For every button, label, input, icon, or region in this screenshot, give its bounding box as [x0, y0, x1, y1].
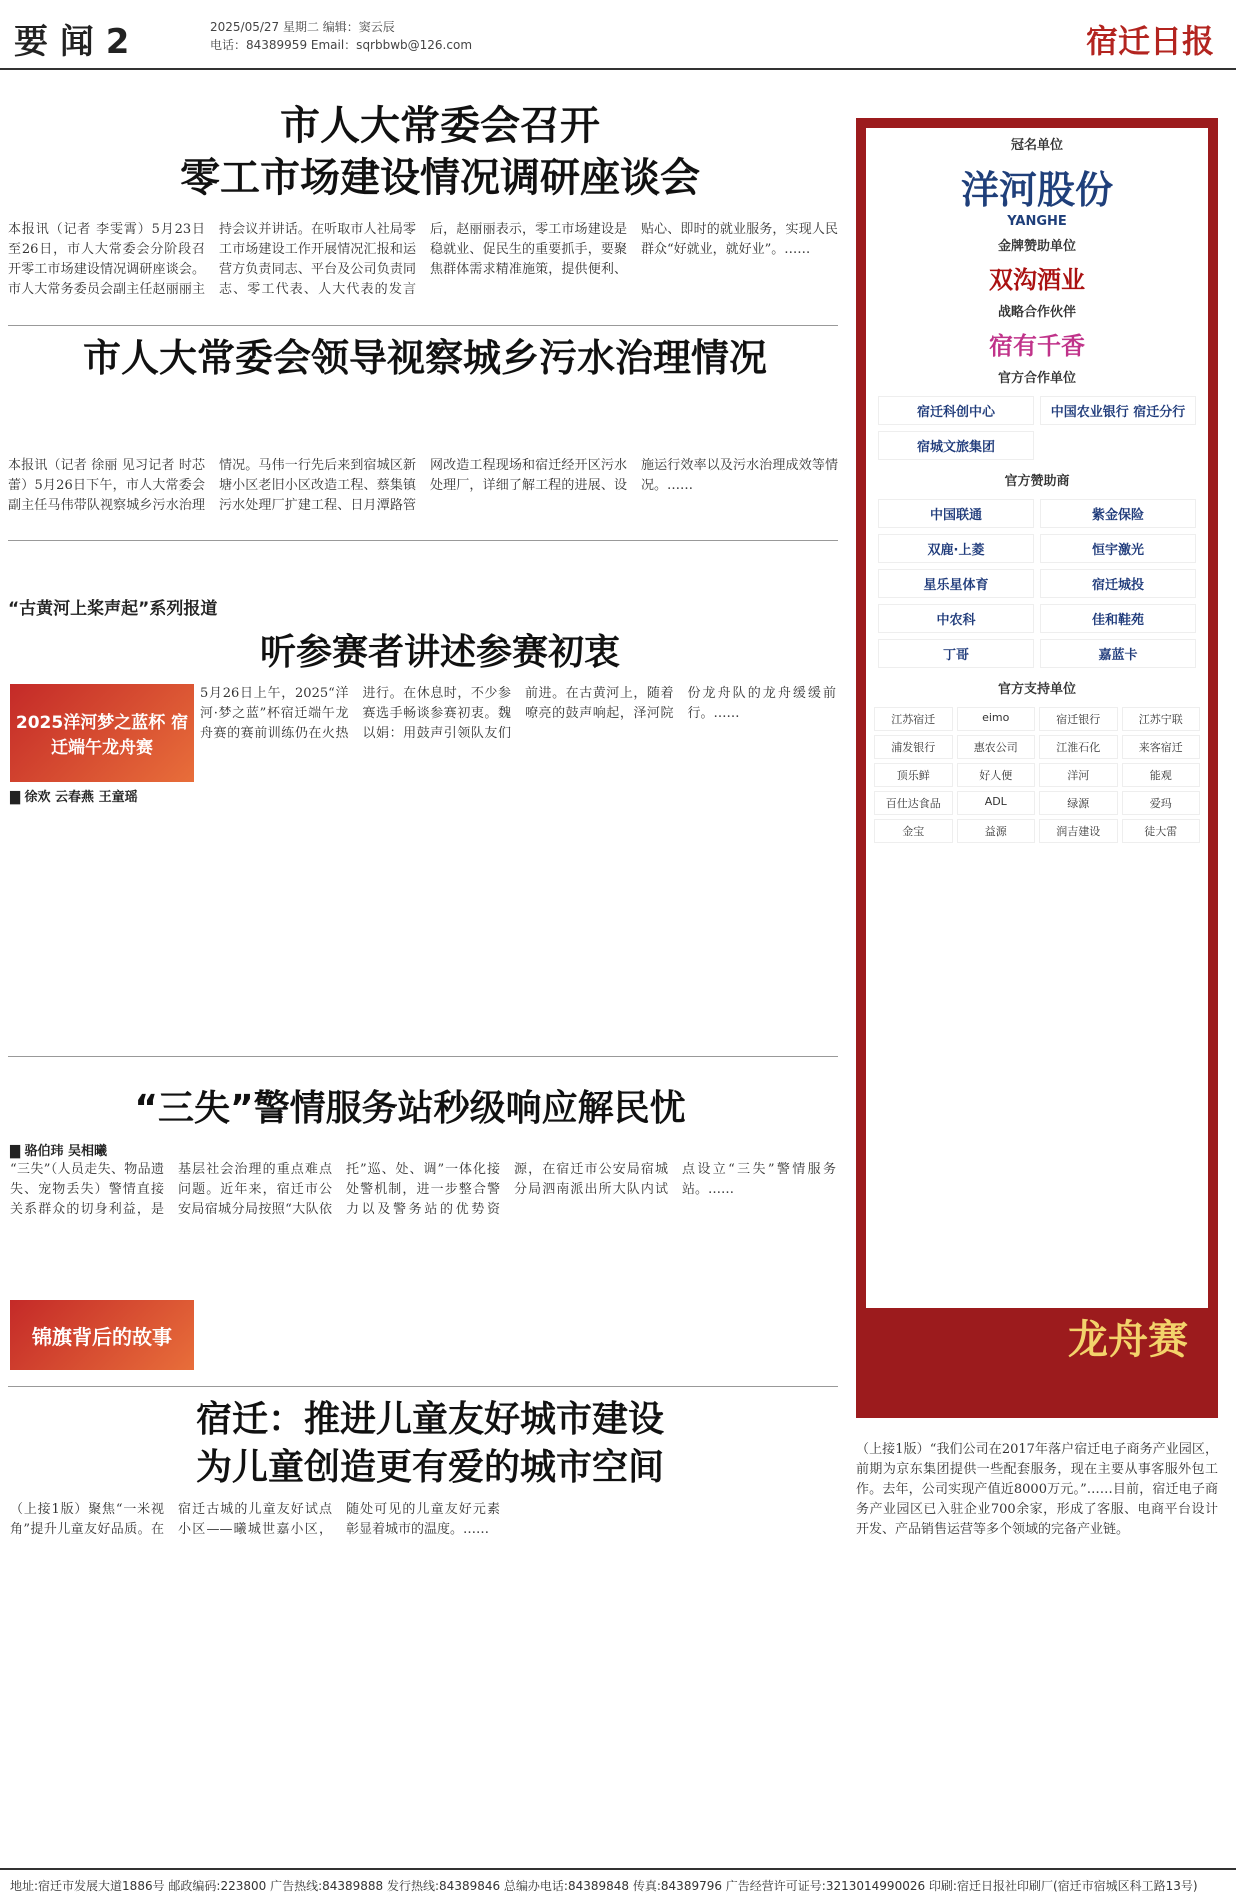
article-2-title: 市人大常委会领导视察城乡污水治理情况: [82, 336, 767, 380]
sponsor-item: 中农科: [878, 604, 1034, 633]
header-meta: 2025/05/27 星期二 编辑：窦云辰 电话：84389959 Email：sqrbbwb@126.com: [210, 20, 473, 52]
support-item: 浦发银行: [874, 735, 953, 759]
article-6-body: （上接1版）“我们公司在2017年落户宿迁电子商务产业园区，前期为京东集团提供一些配套服务，现在主要从事客服外包工作。去年，公司实现产值近8000万元。”……目前，宿迁电子商务产业园区已入驻企业700余家，形成了客服、电商平台设计开发、产品销售运营等多个领域的完备产业链。: [856, 1442, 1218, 1537]
article-3-title: 听参赛者讲述参赛初衷: [259, 632, 620, 673]
banner-story-image: 锦旗背后的故事: [10, 1300, 194, 1370]
support-item: 好人便: [957, 763, 1036, 787]
official-heading: 官方合作单位: [997, 371, 1076, 386]
sponsor-item: 中国联通: [878, 499, 1034, 528]
support-item: 江淮石化: [1039, 735, 1118, 759]
support-item: 润吉建设: [1039, 819, 1118, 843]
sponsor-item: 嘉蓝卡: [1040, 639, 1196, 668]
support-item: 洋河: [1039, 763, 1118, 787]
sponsor-item: 恒宇激光: [1040, 534, 1196, 563]
official-item: 宿城文旅集团: [878, 431, 1034, 460]
support-item: 金宝: [874, 819, 953, 843]
support-item: 能观: [1122, 763, 1201, 787]
support-item: eimo: [957, 707, 1036, 731]
yanghe-en: YANGHE: [1007, 214, 1067, 229]
article-1-title: 市人大常委会召开 零工市场建设情况调研座谈会: [180, 103, 700, 201]
article-4-body: “三失”（人员走失、物品遗失、宠物丢失）警情直接关系群众的切身利益，是基层社会治理的重点难点问题。近年来，宿迁市公安局宿城分局按照“大队依托”巡、处、调”一体化接处警机制，进一步整合警力以及警务站的优势资源，在宿迁市公安局宿城分局泗南派出所大队内试点设立“三失”警情服务站。……: [10, 1162, 836, 1217]
support-item: 来客宿迁: [1122, 735, 1201, 759]
support-item: ADL: [957, 791, 1036, 815]
support-item: 顶乐鲜: [874, 763, 953, 787]
support-item: 江苏宿迁: [874, 707, 953, 731]
support-item: 绿源: [1039, 791, 1118, 815]
dragon-boat-image: 2025洋河梦之蓝杯 宿迁端午龙舟赛: [10, 684, 194, 782]
strategic-logo: 宿有千香: [989, 332, 1085, 360]
series-kicker: “古黄河上桨声起”系列报道: [8, 599, 218, 619]
article-1-body: 本报讯（记者 李雯霄）5月23日至26日，市人大常委会分阶段召开零工市场建设情况调研座谈会。市人大常务委员会副主任赵丽丽主持会议并讲话。在听取市人社局零工市场建设工作开展情况汇报和运营方负责同志、平台及公司负责同志、零工代表、人大代表的发言后，赵丽丽表示，零工市场建设是稳就业、促民生的重要抓手，要聚焦群体需求精准施策，提供便利、贴心、即时的就业服务，实现人民群众“好就业，就好业”。……: [8, 222, 838, 297]
page-header: [0, 0, 1236, 70]
dragon-boat-banner: 龙舟赛: [1068, 1316, 1188, 1363]
article-3-body: 5月26日上午，2025“洋河·梦之蓝”杯宿迁端午龙舟赛的赛前训练仍在火热进行。在休息时，不少参赛选手畅谈参赛初衷。魏以娟：用鼓声引领队友们前进。在古黄河上，随着嘹亮的鼓声响起，泽河院份龙舟队的龙舟缓缓前行。……: [200, 686, 836, 741]
support-item: 宿迁银行: [1039, 707, 1118, 731]
support-item: 江苏宁联: [1122, 707, 1201, 731]
article-4-byline: ▇ 骆伯玮 吴相曦: [10, 1144, 108, 1159]
section-label: 要 闻 2: [14, 22, 130, 62]
support-item: 百仕达食品: [874, 791, 953, 815]
support-item: 益源: [957, 819, 1036, 843]
newspaper-logo: 宿迁日报: [1085, 22, 1214, 60]
support-item: 惠农公司: [957, 735, 1036, 759]
shuanggou-logo: 双沟酒业: [989, 266, 1085, 294]
yanghe-logo: 洋河股份: [960, 168, 1113, 212]
page-footer: 地址:宿迁市发展大道1886号 邮政编码:223800 广告热线:84389888 发行热线:84389846 总编办电话:84389848 传真:84389796 广告经营许可证号:3213014990026 印刷:宿迁日报社印刷厂(宿迁市宿城区科工路13号): [0, 1868, 1236, 1898]
support-item: 徒大雷: [1122, 819, 1201, 843]
article-5-title: 宿迁：推进儿童友好城市建设 为儿童创造更有爱的城市空间: [195, 1399, 664, 1488]
strategic-heading: 战略合作伙伴: [997, 305, 1076, 320]
sponsor-item: 宿迁城投: [1040, 569, 1196, 598]
official-item: 中国农业银行 宿迁分行: [1040, 396, 1196, 425]
article-2-body: 本报讯（记者 徐丽 见习记者 时芯蕾）5月26日下午，市人大常委会副主任马伟带队视察城乡污水治理情况。马伟一行先后来到宿城区新塘小区老旧小区改造工程、蔡集镇污水处理厂扩建工程、日月潭路管网改造工程现场和宿迁经开区污水处理厂，详细了解工程的进展、设施运行效率以及污水治理成效等情况。……: [8, 458, 838, 513]
support-item: 爱玛: [1122, 791, 1201, 815]
article-4-title: “三失”警情服务站秒级响应解民忧: [134, 1088, 686, 1129]
title-sponsor-heading: 冠名单位: [1010, 138, 1063, 153]
sponsor-item: 丁哥: [878, 639, 1034, 668]
article-3-byline: ▇ 徐欢 云春燕 王童瑶: [10, 790, 138, 805]
official-item: 宿迁科创中心: [878, 396, 1034, 425]
sponsor-heading: 官方赞助商: [1004, 474, 1070, 489]
sponsor-list: [866, 495, 1208, 672]
official-list: [866, 392, 1208, 464]
support-heading: 官方支持单位: [997, 682, 1076, 697]
sponsor-item: 星乐星体育: [878, 569, 1034, 598]
sponsor-item: 双鹿·上菱: [878, 534, 1034, 563]
sponsor-item: 佳和鞋苑: [1040, 604, 1196, 633]
sponsor-panel: [856, 118, 1218, 1418]
gold-sponsor-heading: 金牌赞助单位: [997, 239, 1076, 254]
support-list: [866, 703, 1208, 847]
sponsor-item: 紫金保险: [1040, 499, 1196, 528]
article-5-body: （上接1版）聚焦“一米视角”提升儿童友好品质。在宿迁古城的儿童友好试点小区——曦城世嘉小区，随处可见的儿童友好元素彰显着城市的温度。……: [10, 1502, 500, 1537]
